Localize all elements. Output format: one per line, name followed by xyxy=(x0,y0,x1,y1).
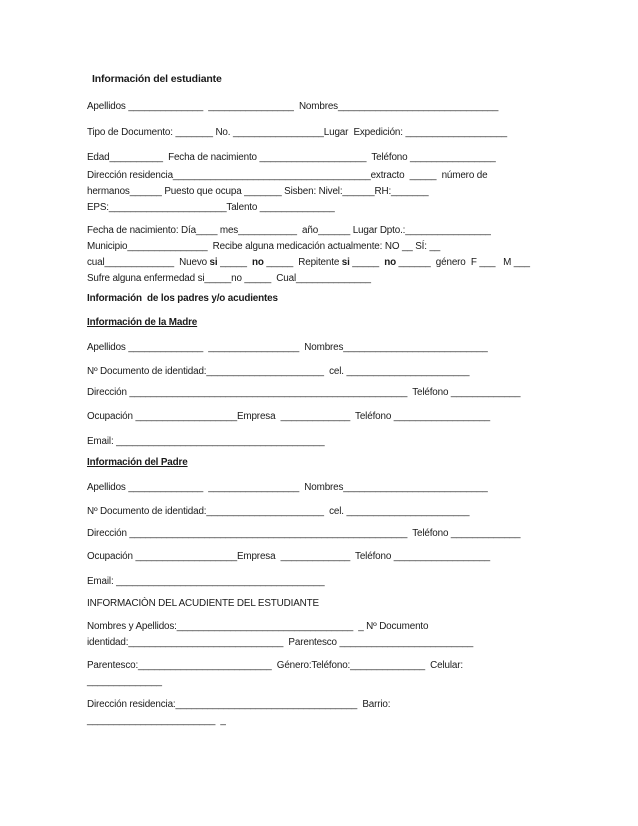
guardian-names-line: Nombres y Apellidos:_________________________________ _ Nº Documento xyxy=(87,621,429,632)
mother-document-line: Nº Documento de identidad:______________________ cel. _______________________ xyxy=(87,366,470,377)
status-text-5: ______ género F ___ M ___ xyxy=(395,257,530,268)
new-no-label: no xyxy=(251,257,264,268)
new-si-label: si xyxy=(209,257,218,268)
mother-names-line: Apellidos ______________ _________________ Nombres___________________________ xyxy=(87,342,488,353)
father-document-line: Nº Documento de identidad:______________________ cel. _______________________ xyxy=(87,506,470,517)
student-illness-line: Sufre alguna enfermedad si_____no _____ Cual______________ xyxy=(87,273,371,284)
student-status-line xyxy=(87,257,530,268)
mother-occupation-line: Ocupación ___________________Empresa _____________ Teléfono __________________ xyxy=(87,411,490,422)
guardian-section-heading: INFORMACIÒN DEL ACUDIENTE DEL ESTUDIANTE xyxy=(87,598,319,609)
student-age-line: Edad__________ Fecha de nacimiento ____________________ Teléfono ________________ xyxy=(87,152,496,163)
mother-email-line: Email: _______________________________________ xyxy=(87,436,325,447)
parents-section-heading: Información de los padres y/o acudientes xyxy=(87,293,278,304)
status-text-4: _____ xyxy=(349,257,385,268)
guardian-neighborhood-line: ________________________ _ xyxy=(87,715,226,726)
status-text-2: _____ xyxy=(217,257,252,268)
student-municipality-line: Municipio_______________ Recibe alguna medicación actualmente: NO __ SÍ: __ xyxy=(87,241,441,252)
student-eps-line: EPS:______________________Talento ______________ xyxy=(87,202,335,213)
status-text-1: cual_____________ Nuevo xyxy=(87,257,210,268)
guardian-relationship-line: Parentesco:_________________________ Género:Teléfono:______________ Celular: xyxy=(87,660,463,671)
student-birth-line: Fecha de nacimiento: Día____ mes___________ año______ Lugar Dpto.:________________ xyxy=(87,225,491,236)
student-document-line: Tipo de Documento: _______ No. _________________Lugar Expedición: ___________________ xyxy=(87,127,507,138)
father-email-line: Email: _______________________________________ xyxy=(87,576,325,587)
father-section-heading: Información del Padre xyxy=(87,457,188,468)
student-siblings-line: hermanos______ Puesto que ocupa _______ Sisben: Nivel:______RH:_______ xyxy=(87,186,429,197)
guardian-mobile-line: ______________ xyxy=(87,676,162,687)
student-names-line: Apellidos ______________ ________________ Nombres______________________________ xyxy=(87,101,499,112)
father-address-line: Dirección ____________________________________________________ Teléfono _____________ xyxy=(87,528,521,539)
student-address-line: Dirección residencia_____________________________________extracto _____ número de xyxy=(87,170,488,181)
guardian-id-line: identidad:_____________________________ Parentesco _________________________ xyxy=(87,637,474,648)
status-text-3: _____ Repitente xyxy=(263,257,342,268)
mother-section-heading: Información de la Madre xyxy=(87,317,198,328)
repeat-si-label: si xyxy=(341,257,350,268)
student-section-title: Información del estudiante xyxy=(92,73,222,85)
father-occupation-line: Ocupación ___________________Empresa _____________ Teléfono __________________ xyxy=(87,551,490,562)
mother-address-line: Dirección ____________________________________________________ Teléfono _____________ xyxy=(87,387,521,398)
repeat-no-label: no xyxy=(384,257,396,268)
guardian-address-line: Dirección residencia:__________________________________ Barrio: xyxy=(87,699,391,710)
father-names-line: Apellidos ______________ _________________ Nombres___________________________ xyxy=(87,482,488,493)
